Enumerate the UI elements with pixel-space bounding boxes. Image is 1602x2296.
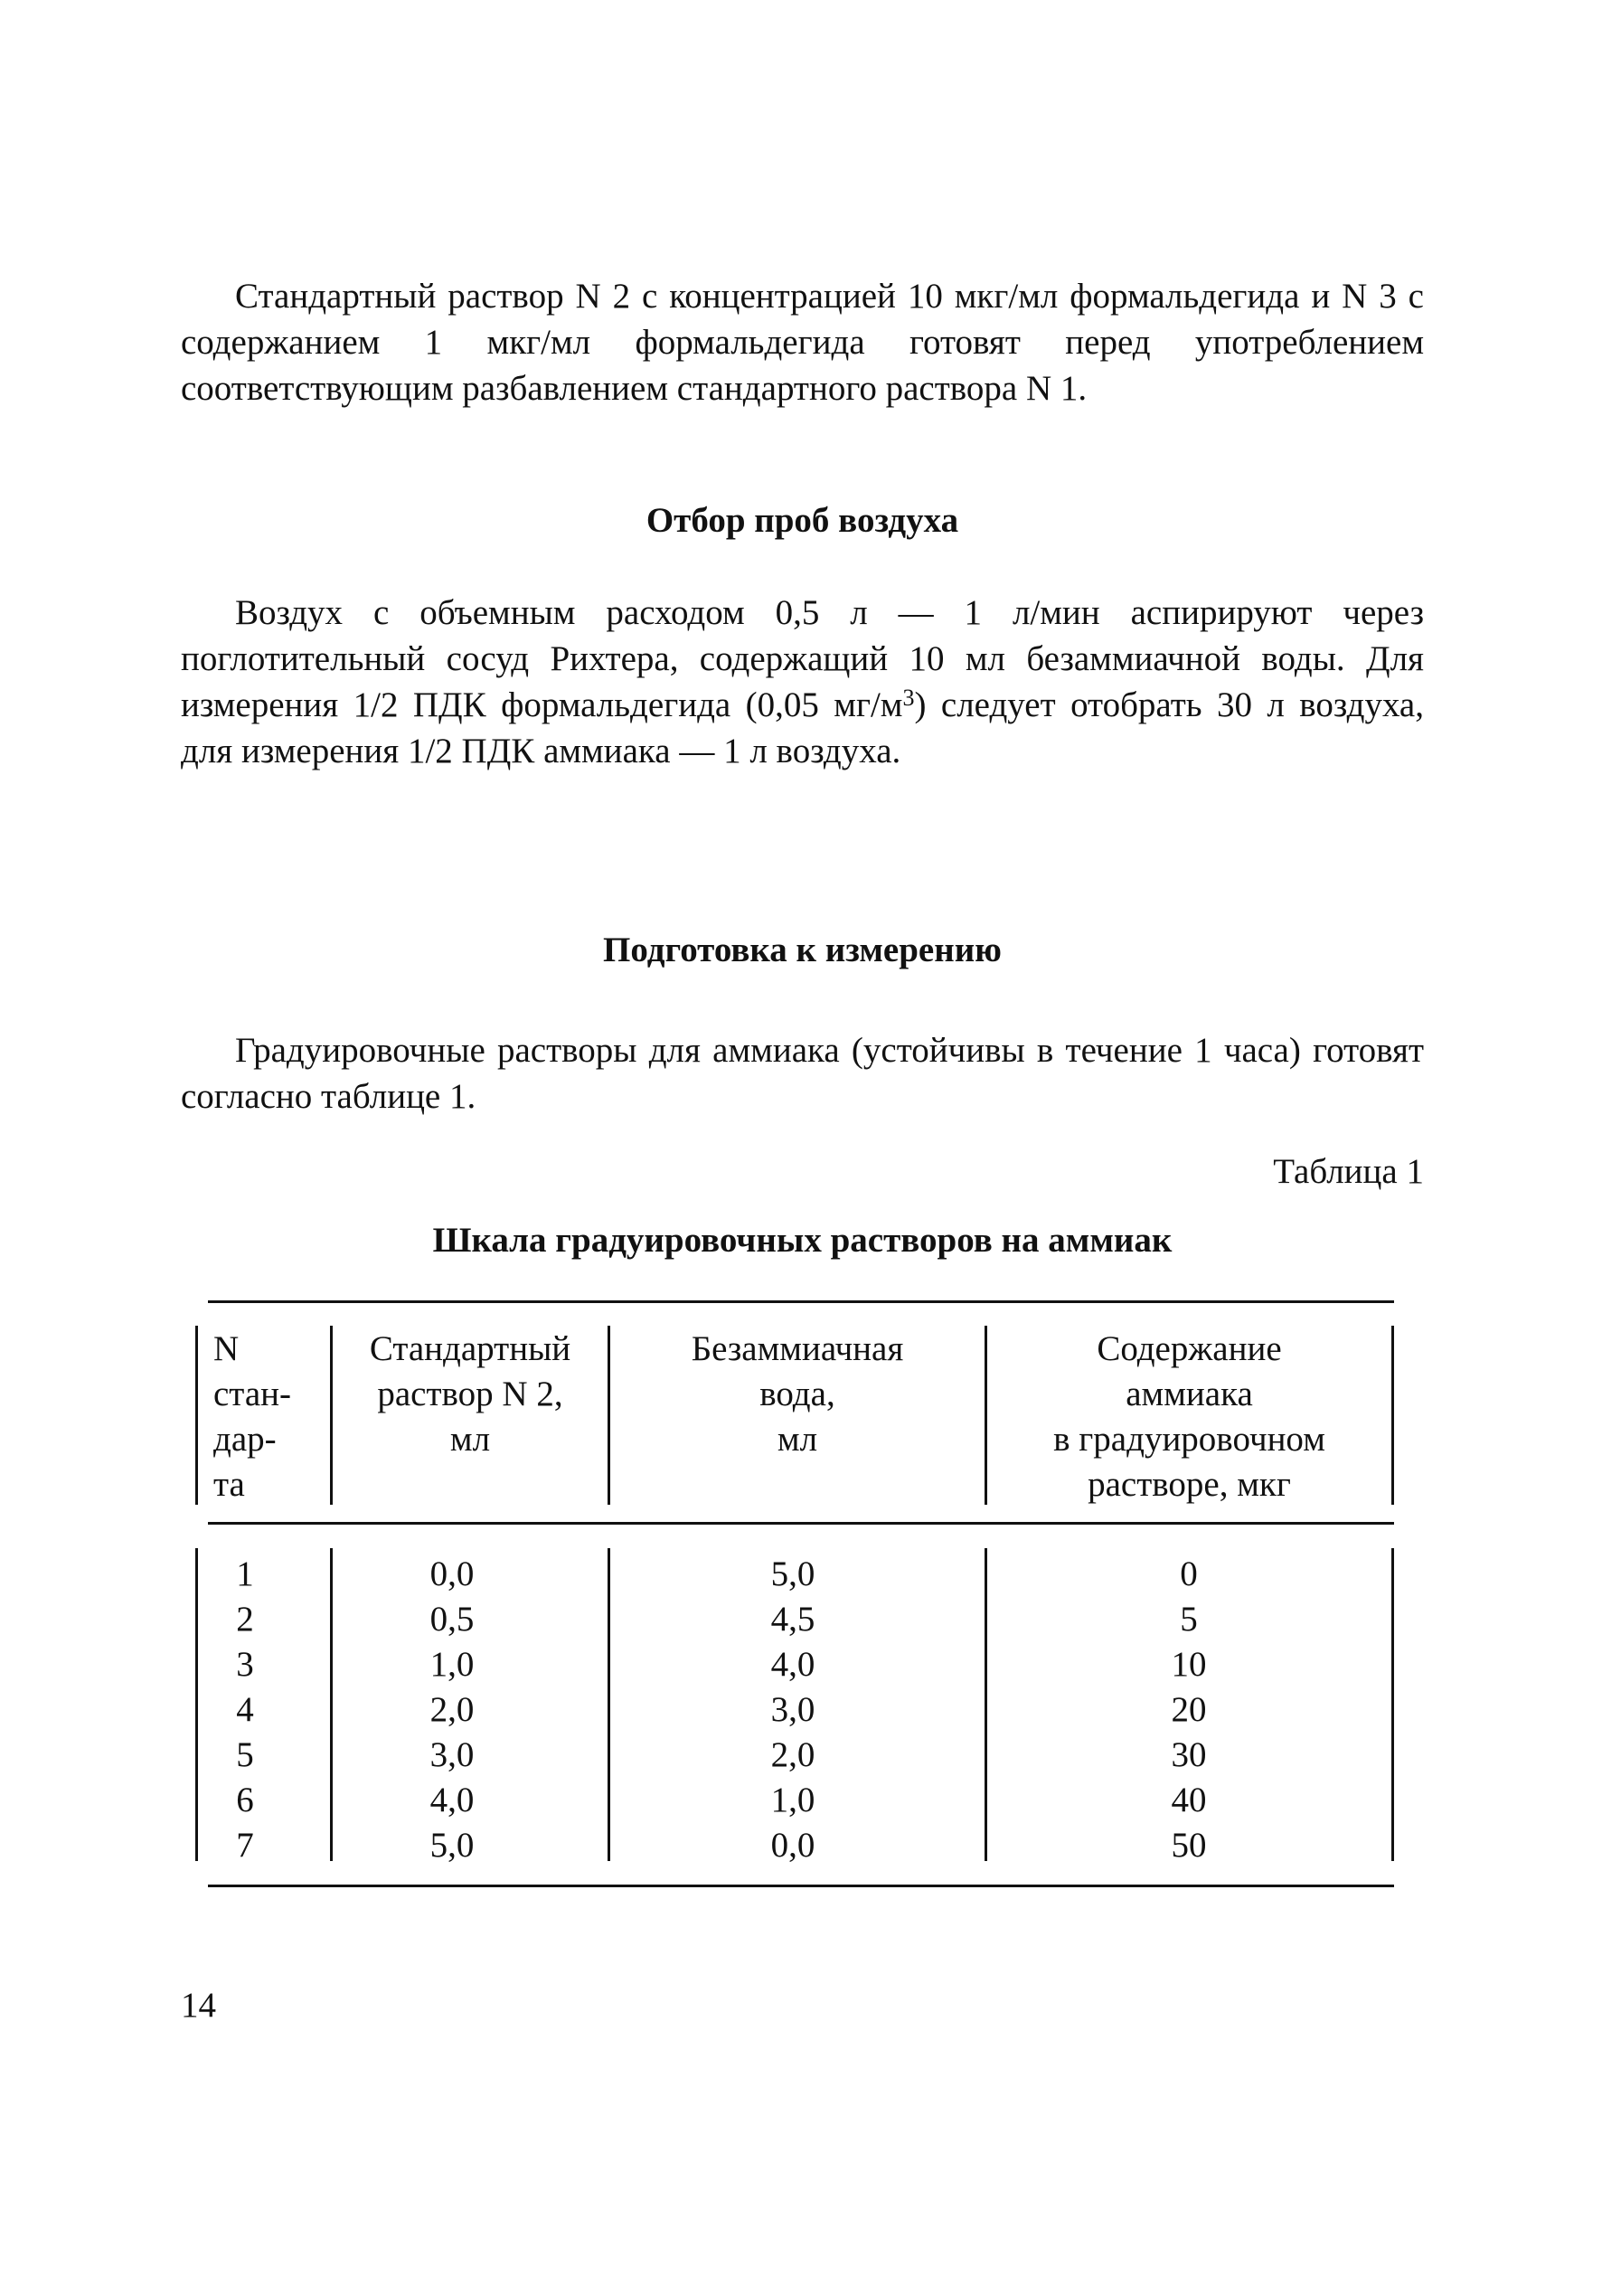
- cell-water: 3,0: [770, 1690, 815, 1729]
- table-top-rule: [208, 1300, 1394, 1303]
- table-label: Таблица 1: [1273, 1152, 1424, 1191]
- paragraph-air-sampling: [181, 590, 1424, 774]
- cell-content: 30: [1171, 1735, 1207, 1774]
- header-standard-solution: Стандартный раствор N 2, мл: [369, 1329, 571, 1459]
- cell-content: 5: [1180, 1600, 1198, 1639]
- table-vrule: [1391, 1326, 1394, 1505]
- table-vrule: [1391, 1548, 1394, 1861]
- cell-standard: 0,5: [429, 1600, 475, 1639]
- cell-water: 2,0: [770, 1735, 815, 1774]
- cell-content: 50: [1171, 1826, 1207, 1865]
- heading-preparation: Подготовка к измерению: [603, 931, 1002, 969]
- table-vrule: [608, 1548, 610, 1861]
- heading-air-sampling: Отбор проб воздуха: [646, 501, 959, 540]
- table-vrule: [608, 1326, 610, 1505]
- cell-n: 7: [236, 1826, 254, 1865]
- superscript: 3: [902, 685, 915, 711]
- paragraph-standard-solutions: [181, 273, 1424, 411]
- cell-content: 10: [1171, 1645, 1207, 1684]
- table-bottom-rule: [208, 1885, 1394, 1887]
- cell-n: 1: [236, 1554, 254, 1593]
- cell-standard: 1,0: [429, 1645, 475, 1684]
- paragraph-text: Воздух с объемным расходом 0,5 л — 1 л/мин аспирируют через поглотительный сосуд Рихтера, содержащий 10 мл безаммиачной воды. Для измерения 1/2 ПДК формальдегида (0,05 мг/м: [181, 593, 1424, 724]
- cell-water: 4,5: [770, 1600, 815, 1639]
- cell-n: 6: [236, 1781, 254, 1819]
- table-vrule: [985, 1326, 987, 1505]
- header-ammonia-content: Содержание аммиака в градуировочном растворе, мкг: [1053, 1329, 1325, 1504]
- cell-standard: 5,0: [429, 1826, 475, 1865]
- table-vrule: [195, 1326, 198, 1505]
- cell-content: 0: [1180, 1554, 1198, 1593]
- cell-n: 5: [236, 1735, 254, 1774]
- column-ammonia-free-water: [739, 1552, 847, 1868]
- cell-standard: 0,0: [429, 1554, 475, 1593]
- cell-standard: 2,0: [429, 1690, 475, 1729]
- column-ammonia-content: [1135, 1552, 1243, 1868]
- cell-water: 0,0: [770, 1826, 815, 1865]
- cell-n: 2: [236, 1600, 254, 1639]
- cell-content: 40: [1171, 1781, 1207, 1819]
- cell-standard: 4,0: [429, 1781, 475, 1819]
- cell-water: 1,0: [770, 1781, 815, 1819]
- paragraph-text: Стандартный раствор N 2 с концентрацией 10 мкг/мл формальдегида и N 3 с содержанием 1 мкг/мл формальдегида готовят перед употреблением соответствующим разбавлением стандартного раствора N 1.: [181, 277, 1424, 408]
- cell-content: 20: [1171, 1690, 1207, 1729]
- paragraph-text: Градуировочные растворы для аммиака (устойчивы в течение 1 часа) готовят согласно таблице 1.: [181, 1031, 1424, 1116]
- table-vrule: [330, 1548, 333, 1861]
- header-ammonia-free-water: Безаммиачная вода, мл: [691, 1329, 904, 1459]
- column-n: [213, 1552, 277, 1868]
- paragraph-text: ) следует отобрать 30 л воздуха, для измерения 1/2 ПДК аммиака — 1 л воздуха.: [181, 685, 1424, 770]
- cell-water: 5,0: [770, 1554, 815, 1593]
- cell-n: 4: [236, 1690, 254, 1729]
- cell-water: 4,0: [770, 1645, 815, 1684]
- column-standard-solution: [398, 1552, 506, 1868]
- table-title: Шкала градуировочных растворов на аммиак: [432, 1221, 1173, 1260]
- page-number: 14: [181, 1986, 216, 2025]
- table-vrule: [330, 1326, 333, 1505]
- cell-standard: 3,0: [429, 1735, 475, 1774]
- table-vrule: [195, 1548, 198, 1861]
- paragraph-calibration: [181, 1027, 1424, 1120]
- table-header-rule: [208, 1522, 1394, 1525]
- table-vrule: [985, 1548, 987, 1861]
- cell-n: 3: [236, 1645, 254, 1684]
- header-n: N стан- дар- та: [213, 1329, 291, 1504]
